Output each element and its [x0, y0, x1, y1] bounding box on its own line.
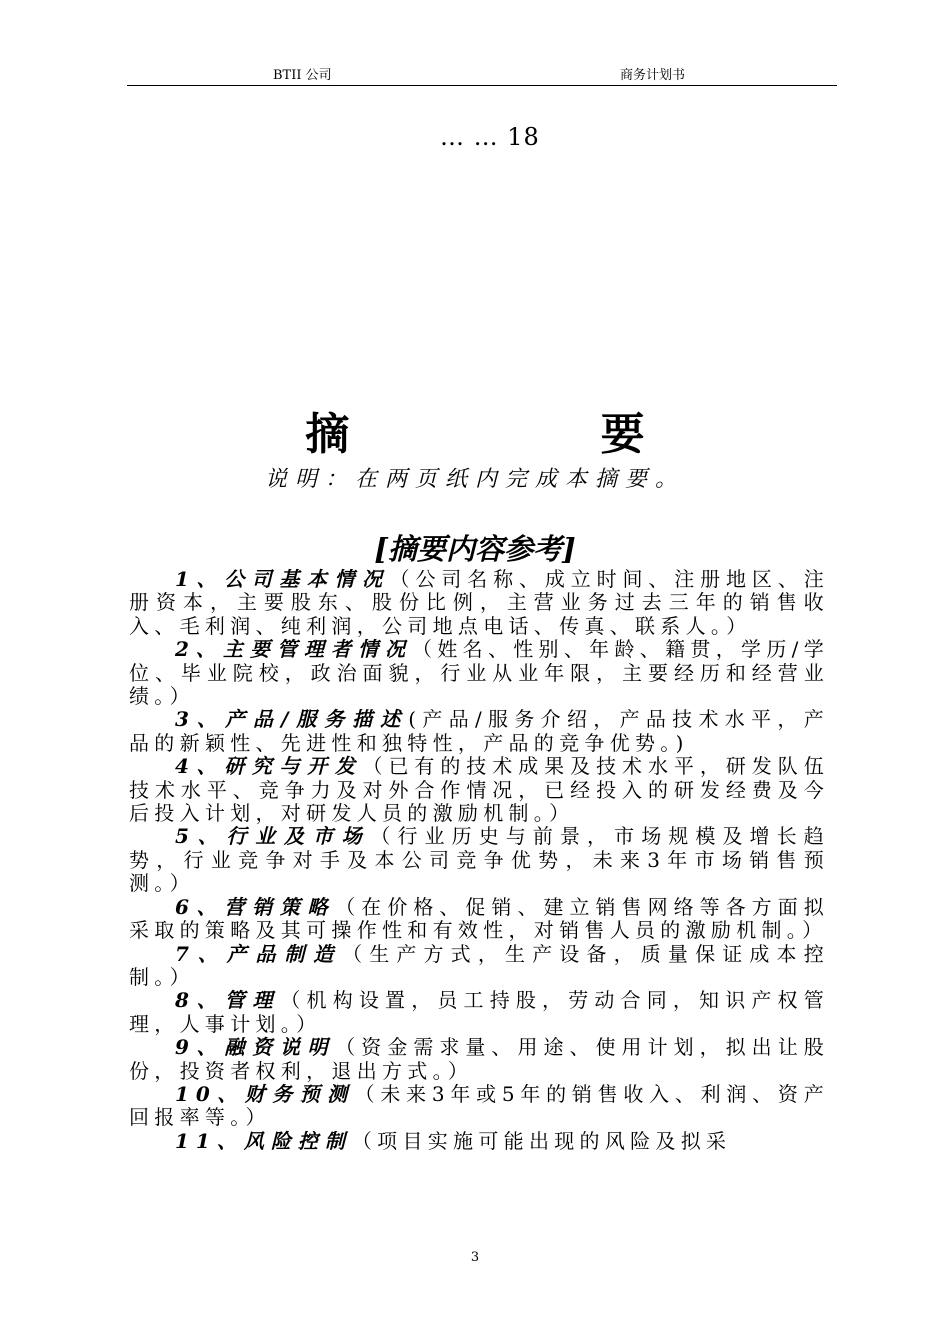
item-number: 8、 — [175, 988, 225, 1013]
item-text: （姓名、性别、年龄、籍贯，学历/学位、毕业院校，政治面貌，行业从业年限，主要经历和经营业绩。） — [129, 637, 830, 709]
item-number: 7、 — [175, 941, 227, 966]
item-number: 4、 — [175, 754, 225, 779]
summary-body — [129, 568, 829, 1153]
item-number: 2、 — [175, 637, 223, 662]
header-doc-title: 商务计划书 — [620, 68, 686, 83]
item-text: (产品/服务介绍，产品技术水平，产品的新颖性、先进性和独特性，产品的竞争优势。) — [129, 707, 830, 755]
page-number: 3 — [470, 1250, 480, 1265]
summary-item — [129, 708, 829, 755]
toc-tail: … … 18 — [440, 123, 540, 151]
summary-item — [129, 638, 829, 708]
summary-item — [129, 825, 829, 895]
item-heading: 研究与开发 — [224, 754, 363, 779]
page-title — [0, 398, 950, 462]
item-text: （在价格、促销、建立销售网络等各方面拟采取的策略及其可操作性和有效性，对销售人员的激励机制。） — [129, 894, 830, 943]
item-number: 10、 — [175, 1081, 245, 1106]
summary-item — [129, 989, 829, 1036]
summary-item — [129, 1130, 829, 1153]
item-number: 3、 — [175, 707, 225, 732]
item-number: 1、 — [175, 567, 225, 591]
summary-item — [129, 896, 829, 943]
item-text: （项目实施可能出现的风险及拟采 — [351, 1128, 732, 1153]
item-number: 11、 — [175, 1128, 244, 1153]
summary-item — [129, 1036, 829, 1083]
item-text: （未来3年或5年的销售收入、利润、资产回报率等。） — [129, 1081, 829, 1130]
note: 说明：在两页纸内完成本摘要。 — [264, 467, 685, 492]
item-text: （资金需求量、用途、使用计划，拟出让股份，投资者权利，退出方式。） — [129, 1035, 830, 1083]
item-heading: 主要管理者情况 — [222, 637, 413, 662]
item-text: （生产方式，生产设备，质量保证成本控制。） — [129, 941, 830, 989]
item-text: （已有的技术成果及技术水平，研发队伍技术水平、竞争力及对外合作情况，已经投入的研发经费及今后投入计划，对研发人员的激励机制。） — [129, 754, 830, 826]
item-heading: 风险控制 — [243, 1128, 352, 1153]
reference-heading: [摘要内容参考] — [374, 532, 576, 566]
item-text: （行业历史与前景，市场规模及增长趋势，行业竞争对手及本公司竞争优势，未来3年市场销售预测。） — [129, 824, 829, 896]
item-number: 6、 — [175, 894, 225, 919]
item-heading: 产品制造 — [226, 941, 343, 966]
item-text: （公司名称、成立时间、注册地区、注册资本，主要股东、股份比例，主营业务过去三年的销售收入、毛利润、纯利润，公司地点电话、传真、联系人。） — [129, 567, 830, 638]
header-rule — [127, 85, 837, 86]
item-number: 5、 — [175, 824, 227, 849]
item-heading: 公司基本情况 — [224, 567, 390, 591]
page-title-text: 摘 要 — [305, 409, 763, 460]
item-heading: 产品/服务描述 — [224, 707, 409, 732]
item-heading: 行业及市场 — [226, 824, 371, 849]
summary-item — [129, 568, 829, 638]
summary-item — [129, 943, 829, 990]
item-heading: 管理 — [224, 988, 281, 1013]
item-text: （机构设置，员工持股，劳动合同，知识产权管理，人事计划。） — [129, 988, 829, 1036]
item-heading: 财务预测 — [244, 1081, 355, 1106]
item-heading: 融资说明 — [224, 1035, 336, 1060]
item-heading: 营销策略 — [224, 894, 336, 919]
header-company: BTII 公司 — [273, 68, 332, 83]
summary-item — [129, 1083, 829, 1130]
summary-item — [129, 755, 829, 825]
item-number: 9、 — [175, 1035, 225, 1060]
